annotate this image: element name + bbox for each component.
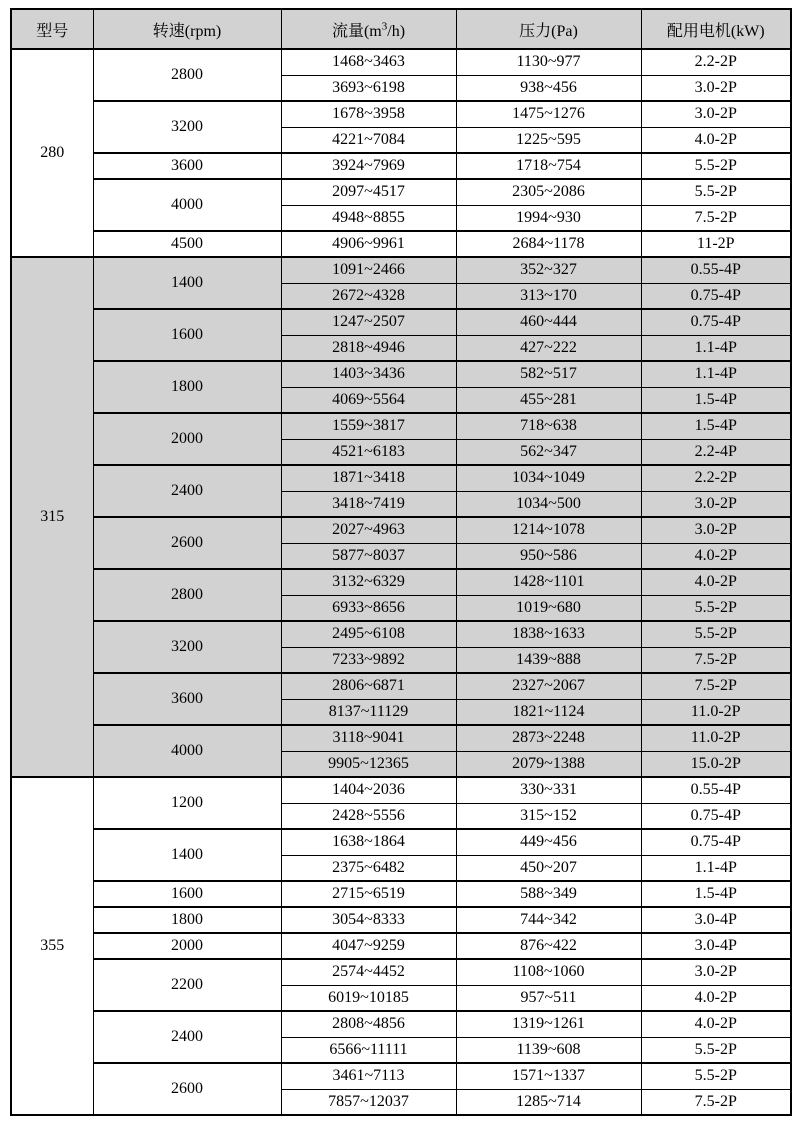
pressure-cell: 1428~1101: [456, 569, 641, 595]
motor-cell: 0.75-4P: [641, 283, 791, 309]
speed-cell: 2800: [93, 49, 281, 101]
flow-cell: 1404~2036: [281, 777, 456, 803]
table-row: [11, 1063, 791, 1089]
motor-cell: 4.0-2P: [641, 985, 791, 1011]
speed-cell: 3600: [93, 153, 281, 179]
flow-cell: 6933~8656: [281, 595, 456, 621]
motor-cell: 7.5-2P: [641, 205, 791, 231]
pressure-cell: 2684~1178: [456, 231, 641, 257]
pressure-cell: 938~456: [456, 75, 641, 101]
motor-cell: 3.0-4P: [641, 907, 791, 933]
flow-cell: 2672~4328: [281, 283, 456, 309]
header-pressure: 压力(Pa): [456, 9, 641, 49]
flow-cell: 7857~12037: [281, 1089, 456, 1115]
flow-cell: 3418~7419: [281, 491, 456, 517]
pressure-cell: 1439~888: [456, 647, 641, 673]
motor-cell: 1.1-4P: [641, 855, 791, 881]
pressure-cell: 313~170: [456, 283, 641, 309]
speed-cell: 3200: [93, 101, 281, 153]
flow-cell: 3118~9041: [281, 725, 456, 751]
flow-cell: 4047~9259: [281, 933, 456, 959]
pressure-cell: 1475~1276: [456, 101, 641, 127]
fan-performance-table: [10, 8, 792, 1116]
speed-cell: 2600: [93, 517, 281, 569]
flow-cell: 2806~6871: [281, 673, 456, 699]
flow-cell: 4221~7084: [281, 127, 456, 153]
flow-cell: 3054~8333: [281, 907, 456, 933]
flow-cell: 1638~1864: [281, 829, 456, 855]
motor-cell: 3.0-4P: [641, 933, 791, 959]
motor-cell: 0.55-4P: [641, 257, 791, 283]
flow-cell: 2495~6108: [281, 621, 456, 647]
table-row: [11, 881, 791, 907]
speed-cell: 1600: [93, 881, 281, 907]
flow-cell: 7233~9892: [281, 647, 456, 673]
flow-cell: 2715~6519: [281, 881, 456, 907]
flow-cell: 4948~8855: [281, 205, 456, 231]
table-row: [11, 361, 791, 387]
speed-cell: 1800: [93, 361, 281, 413]
pressure-cell: 1285~714: [456, 1089, 641, 1115]
flow-cell: 3693~6198: [281, 75, 456, 101]
motor-cell: 2.2-2P: [641, 465, 791, 491]
pressure-cell: 1034~500: [456, 491, 641, 517]
flow-cell: 4069~5564: [281, 387, 456, 413]
table-row: [11, 907, 791, 933]
motor-cell: 5.5-2P: [641, 1037, 791, 1063]
table-row: [11, 517, 791, 543]
pressure-cell: 588~349: [456, 881, 641, 907]
motor-cell: 1.1-4P: [641, 361, 791, 387]
speed-cell: 1600: [93, 309, 281, 361]
pressure-cell: 876~422: [456, 933, 641, 959]
motor-cell: 3.0-2P: [641, 75, 791, 101]
motor-cell: 3.0-2P: [641, 101, 791, 127]
motor-cell: 1.5-4P: [641, 387, 791, 413]
pressure-cell: 2305~2086: [456, 179, 641, 205]
motor-cell: 0.55-4P: [641, 777, 791, 803]
table-row: [11, 569, 791, 595]
header-motor: 配用电机(kW): [641, 9, 791, 49]
table-row: [11, 959, 791, 985]
speed-cell: 2000: [93, 933, 281, 959]
motor-cell: 15.0-2P: [641, 751, 791, 777]
pressure-cell: 1994~930: [456, 205, 641, 231]
speed-cell: 2600: [93, 1063, 281, 1115]
flow-cell: 1871~3418: [281, 465, 456, 491]
flow-cell: 1678~3958: [281, 101, 456, 127]
pressure-cell: 1319~1261: [456, 1011, 641, 1037]
pressure-cell: 1130~977: [456, 49, 641, 75]
motor-cell: 4.0-2P: [641, 569, 791, 595]
flow-cell: 6566~11111: [281, 1037, 456, 1063]
pressure-cell: 744~342: [456, 907, 641, 933]
header-speed: 转速(rpm): [93, 9, 281, 49]
model-cell: 315: [11, 257, 93, 777]
speed-cell: 1200: [93, 777, 281, 829]
flow-cell: 5877~8037: [281, 543, 456, 569]
pressure-cell: 562~347: [456, 439, 641, 465]
flow-cell: 4906~9961: [281, 231, 456, 257]
pressure-cell: 718~638: [456, 413, 641, 439]
flow-cell: 2808~4856: [281, 1011, 456, 1037]
pressure-cell: 582~517: [456, 361, 641, 387]
motor-cell: 3.0-2P: [641, 517, 791, 543]
motor-cell: 1.1-4P: [641, 335, 791, 361]
pressure-cell: 450~207: [456, 855, 641, 881]
pressure-cell: 2079~1388: [456, 751, 641, 777]
pressure-cell: 1019~680: [456, 595, 641, 621]
flow-cell: 2027~4963: [281, 517, 456, 543]
motor-cell: 7.5-2P: [641, 673, 791, 699]
pressure-cell: 1821~1124: [456, 699, 641, 725]
pressure-cell: 950~586: [456, 543, 641, 569]
motor-cell: 3.0-2P: [641, 491, 791, 517]
motor-cell: 7.5-2P: [641, 647, 791, 673]
speed-cell: 4000: [93, 179, 281, 231]
pressure-cell: 1571~1337: [456, 1063, 641, 1089]
flow-cell: 3461~7113: [281, 1063, 456, 1089]
pressure-cell: 1214~1078: [456, 517, 641, 543]
motor-cell: 11-2P: [641, 231, 791, 257]
motor-cell: 2.2-2P: [641, 49, 791, 75]
pressure-cell: 1034~1049: [456, 465, 641, 491]
flow-cell: 2428~5556: [281, 803, 456, 829]
motor-cell: 0.75-4P: [641, 309, 791, 335]
speed-cell: 4000: [93, 725, 281, 777]
pressure-cell: 957~511: [456, 985, 641, 1011]
speed-cell: 2200: [93, 959, 281, 1011]
motor-cell: 11.0-2P: [641, 725, 791, 751]
table-row: [11, 153, 791, 179]
pressure-cell: 449~456: [456, 829, 641, 855]
motor-cell: 5.5-2P: [641, 1063, 791, 1089]
motor-cell: 2.2-4P: [641, 439, 791, 465]
motor-cell: 11.0-2P: [641, 699, 791, 725]
speed-cell: 3600: [93, 673, 281, 725]
table-row: [11, 673, 791, 699]
motor-cell: 4.0-2P: [641, 1011, 791, 1037]
pressure-cell: 315~152: [456, 803, 641, 829]
model-cell: 280: [11, 49, 93, 257]
table-row: [11, 621, 791, 647]
motor-cell: 3.0-2P: [641, 959, 791, 985]
header-model: 型号: [11, 9, 93, 49]
pressure-cell: 427~222: [456, 335, 641, 361]
flow-cell: 1247~2507: [281, 309, 456, 335]
flow-cell: 2375~6482: [281, 855, 456, 881]
pressure-cell: 352~327: [456, 257, 641, 283]
table-row: [11, 933, 791, 959]
speed-cell: 2400: [93, 465, 281, 517]
pressure-cell: 1838~1633: [456, 621, 641, 647]
table-row: [11, 725, 791, 751]
motor-cell: 7.5-2P: [641, 1089, 791, 1115]
speed-cell: 2000: [93, 413, 281, 465]
speed-cell: 1400: [93, 257, 281, 309]
pressure-cell: 330~331: [456, 777, 641, 803]
pressure-cell: 460~444: [456, 309, 641, 335]
speed-cell: 1800: [93, 907, 281, 933]
pressure-cell: 1108~1060: [456, 959, 641, 985]
table-row: [11, 49, 791, 75]
speed-cell: 3200: [93, 621, 281, 673]
motor-cell: 0.75-4P: [641, 829, 791, 855]
table-row: [11, 257, 791, 283]
table-row: [11, 309, 791, 335]
speed-cell: 2800: [93, 569, 281, 621]
table-row: [11, 829, 791, 855]
table-header-row: [11, 9, 791, 49]
flow-cell: 2574~4452: [281, 959, 456, 985]
table-row: [11, 179, 791, 205]
motor-cell: 5.5-2P: [641, 179, 791, 205]
header-flow-suffix: /h): [387, 22, 406, 40]
table-body: [11, 49, 791, 1115]
flow-cell: 2818~4946: [281, 335, 456, 361]
header-flow: [281, 9, 456, 49]
motor-cell: 4.0-2P: [641, 543, 791, 569]
motor-cell: 0.75-4P: [641, 803, 791, 829]
motor-cell: 5.5-2P: [641, 595, 791, 621]
flow-cell: 1091~2466: [281, 257, 456, 283]
flow-cell: 8137~11129: [281, 699, 456, 725]
flow-cell: 4521~6183: [281, 439, 456, 465]
table-row: [11, 465, 791, 491]
flow-cell: 1468~3463: [281, 49, 456, 75]
pressure-cell: 1139~608: [456, 1037, 641, 1063]
flow-cell: 9905~12365: [281, 751, 456, 777]
speed-cell: 4500: [93, 231, 281, 257]
pressure-cell: 2873~2248: [456, 725, 641, 751]
table-row: [11, 101, 791, 127]
table-row: [11, 413, 791, 439]
motor-cell: 4.0-2P: [641, 127, 791, 153]
table-row: [11, 231, 791, 257]
motor-cell: 5.5-2P: [641, 621, 791, 647]
speed-cell: 2400: [93, 1011, 281, 1063]
flow-cell: 2097~4517: [281, 179, 456, 205]
speed-cell: 1400: [93, 829, 281, 881]
pressure-cell: 1718~754: [456, 153, 641, 179]
model-cell: 355: [11, 777, 93, 1115]
flow-cell: 3132~6329: [281, 569, 456, 595]
flow-cell: 1403~3436: [281, 361, 456, 387]
header-flow-prefix: 流量(m: [331, 22, 382, 40]
pressure-cell: 2327~2067: [456, 673, 641, 699]
pressure-cell: 455~281: [456, 387, 641, 413]
flow-cell: 3924~7969: [281, 153, 456, 179]
table-row: [11, 1011, 791, 1037]
pressure-cell: 1225~595: [456, 127, 641, 153]
motor-cell: 1.5-4P: [641, 881, 791, 907]
table-row: [11, 777, 791, 803]
header-flow-superscript: 3: [381, 20, 388, 33]
motor-cell: 1.5-4P: [641, 413, 791, 439]
motor-cell: 5.5-2P: [641, 153, 791, 179]
flow-cell: 1559~3817: [281, 413, 456, 439]
flow-cell: 6019~10185: [281, 985, 456, 1011]
